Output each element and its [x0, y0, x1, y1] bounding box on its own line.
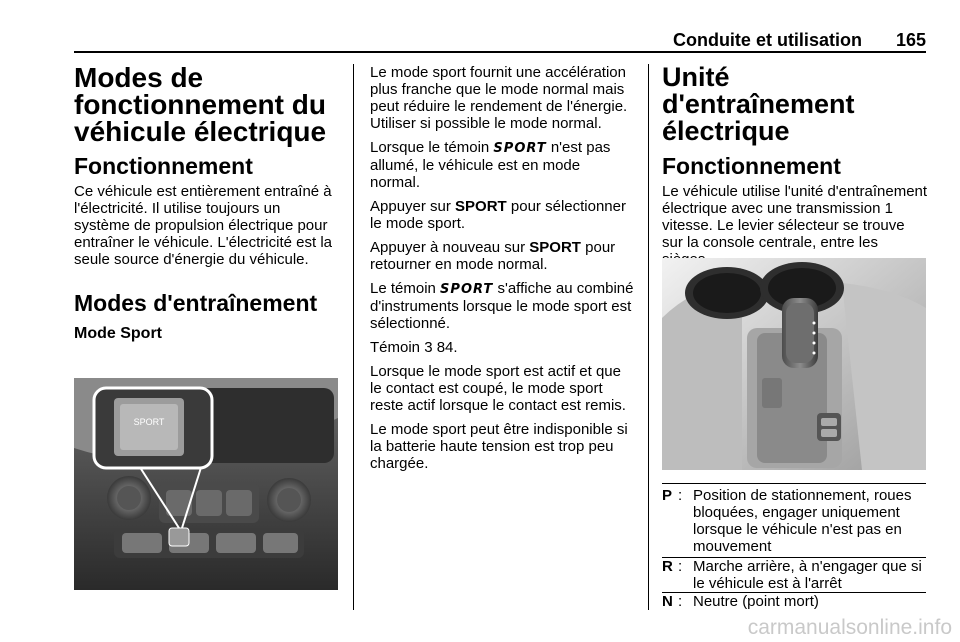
section-title: Conduite et utilisation — [672, 30, 862, 50]
sport-paragraph-2 — [370, 139, 634, 191]
drive-unit-paragraph: Le véhicule utilise l'unité d'entraînement électrique avec une transmission 1 vitesse. Le levier sélecteur se trouve sur la console centrale, entre les — [662, 183, 928, 251]
sport-paragraph-8: Le mode sport peut être indisponible si la batterie haute tension est trop peu chargée. — [370, 421, 628, 472]
column-middle — [370, 64, 634, 479]
definition-key: P — [662, 487, 673, 504]
page-reference-arrow-icon: 3 — [424, 339, 433, 356]
sport-keyword: SPORT — [529, 239, 581, 256]
gear-selector-photo — [662, 258, 926, 470]
column-right — [662, 64, 928, 275]
text-span: Appuyer à nouveau sur — [370, 239, 526, 256]
definition-row-r — [662, 558, 926, 592]
definition-text: Position de stationnement, roues bloquées, engager uniquement lorsque le véhicule n'est pas en mouvement — [693, 487, 912, 555]
heading-fonctionnement-2: Fonctionnement — [662, 153, 841, 179]
console-illustration — [74, 378, 338, 590]
page-header — [74, 28, 926, 52]
sport-indicator-icon: SPORT — [440, 282, 494, 297]
heading-modes: Modes de fonctionnement du véhicule électrique — [74, 62, 327, 147]
sport-keyword: SPORT — [455, 198, 507, 215]
page-number: 165 — [895, 30, 926, 50]
text-span: s'affiche au combiné d'instruments lorsque le mode sport est sélectionné. — [370, 280, 634, 332]
sport-indicator-icon: SPORT — [493, 141, 547, 156]
intro-paragraph: Ce véhicule est entièrement entraîné à l'électricité. Il utilise toujours un système de propulsion électrique pour entraîner le véhicule. L'électricité est la seule source d'énergie du véhicule. — [74, 183, 332, 268]
definition-colon: : — [678, 593, 683, 610]
sport-paragraph-3 — [370, 198, 634, 232]
column-divider-1 — [353, 64, 354, 610]
column-left — [74, 64, 340, 348]
definition-colon: : — [678, 558, 683, 575]
definition-row-p — [662, 487, 926, 555]
definition-row-n — [662, 593, 926, 610]
sport-paragraph-5 — [370, 280, 634, 332]
heading-fonctionnement: Fonctionnement — [74, 153, 253, 179]
text-span: Le témoin — [370, 280, 436, 297]
definition-divider — [662, 483, 926, 484]
sport-button-photo — [74, 378, 338, 590]
text-span: Lorsque le témoin — [370, 139, 490, 156]
page-reference-link[interactable]: 84. — [436, 339, 458, 356]
watermark: carmanualsonline.info — [747, 616, 952, 639]
text-span: pour sélectionner le mode sport. — [370, 198, 626, 232]
definition-colon: : — [678, 487, 683, 504]
definition-key: R — [662, 558, 673, 575]
text-span: Appuyer sur — [370, 198, 451, 215]
heading-mode-sport: Mode Sport — [74, 325, 162, 342]
definition-text: Marche arrière, à n'engager que si le véhicule est à l'arrêt — [693, 558, 922, 592]
sport-paragraph-1: Le mode sport fournit une accélération plus franche que le mode normal mais peut réduire le rendement de l'énergie. Utiliser si possible le mode normal. — [370, 64, 628, 132]
sport-paragraph-7: Lorsque le mode sport est actif et que le contact est coupé, le mode sport reste actif lorsque le contact est remis. — [370, 363, 626, 414]
definition-key: N — [662, 593, 673, 610]
sport-button-label: SPORT — [133, 417, 165, 427]
text-span: Témoin — [370, 339, 421, 356]
text-span: n'est pas allumé, le véhicule est en mode normal. — [370, 139, 611, 191]
heading-modes-entrainement: Modes d'entraînement — [74, 290, 318, 316]
definition-text: Neutre (point mort) — [693, 593, 819, 610]
column-divider-2 — [648, 64, 649, 610]
sport-paragraph-4 — [370, 239, 634, 273]
header-divider — [74, 51, 926, 53]
gear-selector-illustration — [662, 258, 926, 470]
temoin-reference — [370, 339, 634, 356]
heading-unite-entrainement: Unité d'entraînement électrique — [662, 62, 855, 146]
text-span: pour retourner en mode normal. — [370, 239, 616, 273]
